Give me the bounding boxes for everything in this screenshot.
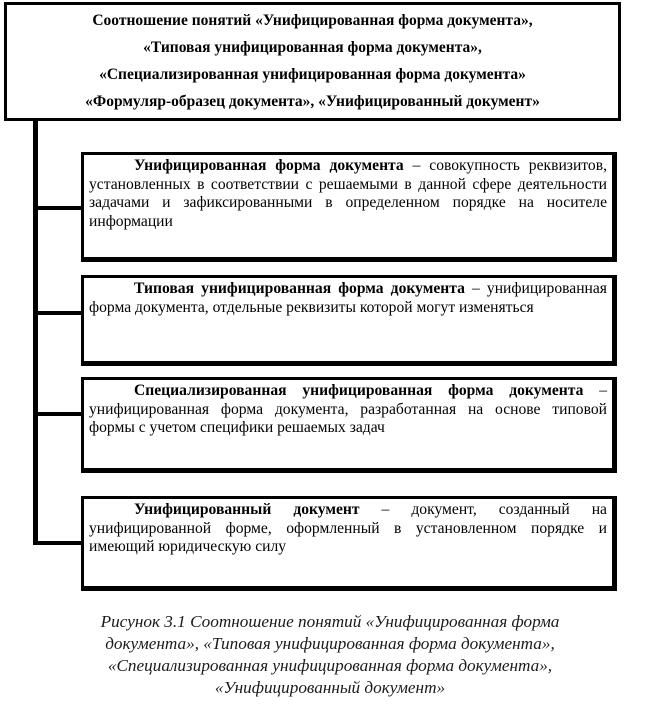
figure-caption xyxy=(20,611,640,699)
definition-term: Типовая унифицированная форма документа xyxy=(134,280,465,297)
definition-text xyxy=(89,501,607,557)
definition-text xyxy=(89,157,607,231)
title-line-2: «Типовая унифицированная форма документа», xyxy=(143,39,482,56)
definition-term: Специализированная унифицированная форма документа xyxy=(134,382,584,399)
diagram-title-box xyxy=(4,2,621,121)
definition-term: Унифицированная форма документа xyxy=(134,157,404,174)
caption-line-1: Рисунок 3.1 Соотношение понятий «Унифицированная форма xyxy=(100,612,560,631)
definition-body: – совокупность реквизитов, установленных в соответствии с решаемыми в данной сфере деятельности задачами и зафиксированными в определенном порядке на носителе информации xyxy=(89,157,607,230)
connector-branch-2 xyxy=(33,311,83,315)
definition-body: – документ, созданный на унифицированной форме, оформленный в установленном порядке и имеющий юридическую силу xyxy=(89,501,607,555)
definition-body: – унифицированная форма документа, разработанная на основе типовой формы с учетом специфики решаемых задач xyxy=(89,382,607,436)
definition-box-typical-form xyxy=(81,275,617,366)
connector-branch-3 xyxy=(33,412,83,416)
definition-box-specialized-form xyxy=(81,377,617,473)
connector-trunk xyxy=(33,121,38,544)
definition-box-unified-form xyxy=(81,152,617,262)
definition-term: Унифицированный документ xyxy=(134,501,360,518)
caption-line-3: «Специализированная унифицированная форма документа», xyxy=(107,656,553,675)
definition-text xyxy=(89,382,607,438)
connector-branch-4 xyxy=(33,541,83,545)
title-line-4: «Формуляр-образец документа», «Унифицированный документ» xyxy=(85,93,540,110)
caption-line-2: документа», «Типовая унифицированная форма документа», xyxy=(105,634,555,653)
connector-branch-1 xyxy=(33,206,83,210)
definition-box-unified-document xyxy=(81,496,617,591)
title-line-3: «Специализированная унифицированная форма документа» xyxy=(99,66,526,83)
title-line-1: Соотношение понятий «Унифицированная форма документа», xyxy=(92,12,533,29)
definition-body: – унифицированная форма документа, отдельные реквизиты которой могут изменяться xyxy=(89,280,607,316)
caption-line-4: «Унифицированный документ» xyxy=(214,678,446,697)
definition-text xyxy=(89,280,607,317)
